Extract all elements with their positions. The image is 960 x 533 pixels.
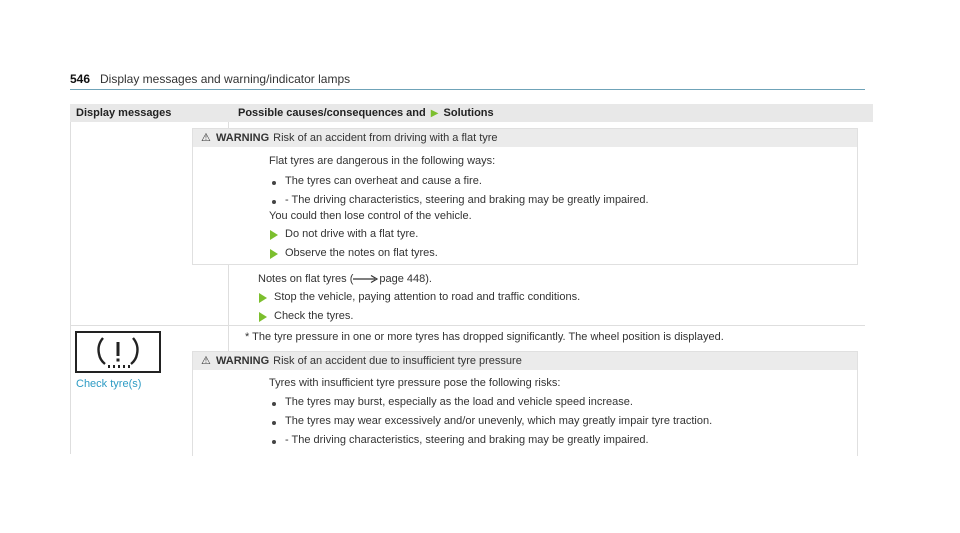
list-item: The tyres may burst, especially as the load and vehicle speed increase. <box>285 396 633 408</box>
list-item: The tyres may wear excessively and/or unevenly, which may greatly impair tyre traction. <box>285 415 713 427</box>
warning-title: Risk of an accident due to insufficient tyre pressure <box>273 355 522 367</box>
notes-post: page 448). <box>379 273 432 285</box>
warning-triangle-icon: ⚠ <box>201 132 211 144</box>
bullet-dot <box>272 421 276 425</box>
warning-header <box>193 129 857 147</box>
page-number: 546 <box>70 72 91 86</box>
table-left-border <box>70 122 71 454</box>
warning-label: WARNING <box>216 132 270 144</box>
bullet-dot <box>272 440 276 444</box>
warning-triangle-icon: ⚠ <box>201 355 211 367</box>
bullet-dot <box>272 200 276 204</box>
step-arrow-icon <box>270 249 278 259</box>
section-title: Display messages and warning/indicator lamps <box>100 72 351 86</box>
page-reference-arrow-icon <box>353 274 379 284</box>
step-text: Do not drive with a flat tyre. <box>285 228 419 240</box>
list-item: The tyres can overheat and cause a fire. <box>285 175 482 187</box>
list-item: - The driving characteristics, steering and braking may be greatly impaired. <box>285 194 649 206</box>
warning-header <box>193 352 857 370</box>
col-header-display-messages: Display messages <box>70 104 234 122</box>
notes-pre: Notes on flat tyres ( <box>258 273 354 285</box>
control-warning: You could then lose control of the vehicle. <box>269 210 472 222</box>
display-message-check-tyres: Check tyre(s) <box>76 378 142 390</box>
step-text: Observe the notes on flat tyres. <box>285 247 438 259</box>
col-header-causes-solutions <box>230 104 873 122</box>
warning-title: Risk of an accident from driving with a flat tyre <box>273 132 498 144</box>
bullet-dot <box>272 181 276 185</box>
warning-intro: Flat tyres are dangerous in the following ways: <box>269 155 496 167</box>
list-item: - The driving characteristics, steering and braking may be greatly impaired. <box>285 434 649 446</box>
cause-text: * The tyre pressure in one or more tyres has dropped significantly. The wheel position is displayed. <box>245 331 724 343</box>
notes-reference <box>258 273 432 285</box>
step-arrow-icon <box>259 312 267 322</box>
step-text: Stop the vehicle, paying attention to road and traffic conditions. <box>274 291 581 303</box>
col2-header-pre: Possible causes/consequences and <box>238 107 426 119</box>
col2-header-post: Solutions <box>443 107 494 119</box>
page-header <box>70 71 865 90</box>
row-divider <box>70 325 865 326</box>
step-arrow-icon <box>270 230 278 240</box>
warning-intro: Tyres with insufficient tyre pressure pose the following risks: <box>269 377 561 389</box>
warning-label: WARNING <box>216 355 270 367</box>
step-arrow-icon <box>259 293 267 303</box>
solutions-arrow-icon: ▶ <box>430 108 439 119</box>
tyre-pressure-warning-icon <box>75 331 161 373</box>
bullet-dot <box>272 402 276 406</box>
step-text: Check the tyres. <box>274 310 354 322</box>
